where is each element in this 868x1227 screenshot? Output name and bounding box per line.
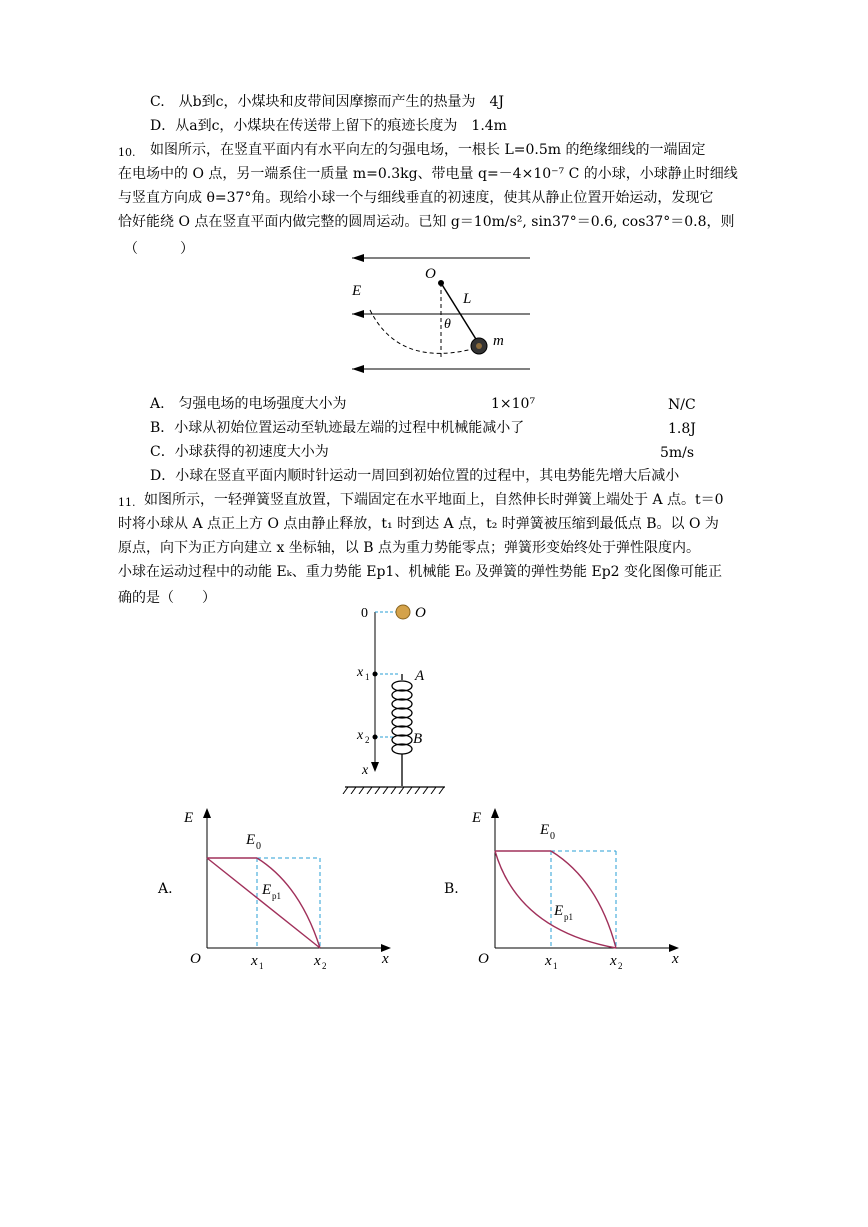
- graph-a-origin-label: O: [190, 951, 201, 967]
- q10-stem-line1: 如图所示，在竖直平面内有水平向左的匀强电场，一根长 L=0.5m 的绝缘细线的一端固定: [150, 142, 706, 158]
- q10-stem-line2: 在电场中的 O 点，另一端系住一质量 m=0.3kg、带电量 q=－4×10⁻⁷ C 的小球，小球静止时细线: [118, 166, 738, 182]
- q10-answer-bracket: （ ）: [124, 241, 194, 257]
- q10-stem-line3: 与竖直方向成 θ=37°角。现给小球一个与细线垂直的初速度，使其从静止位置开始运动，发现它: [118, 190, 714, 206]
- x-axis-label: x: [362, 763, 369, 778]
- point-b-label: B: [413, 731, 423, 747]
- graph-b-origin-label: O: [478, 951, 489, 967]
- q11-stem-line5: 确的是（ ）: [118, 590, 216, 606]
- point-a-marker: [373, 672, 378, 677]
- graph-a-x1-subscript: 1: [259, 961, 264, 971]
- graph-a: [180, 800, 400, 975]
- graph-a-x1-label: x: [251, 953, 258, 969]
- q10-option-c: C．小球获得的初速度大小为: [150, 444, 329, 460]
- graph-a-e0-subscript: 0: [256, 841, 261, 852]
- pivot-point: [438, 280, 444, 286]
- graph-b-x1-label: x: [545, 953, 552, 969]
- length-label-l: L: [463, 291, 472, 307]
- q10-option-a: A. 匀强电场的电场强度大小为: [150, 396, 347, 412]
- x-axis-arrow-icon: [371, 762, 379, 772]
- q10-option-a-unit: N/C: [668, 397, 696, 413]
- q11-stem-line3: 原点，向下为正方向建立 x 坐标轴，以 B 点为重力势能零点；弹簧形变始终处于弹性限度内。: [118, 540, 700, 556]
- angle-label-theta: θ: [444, 317, 451, 332]
- q9-option-c: C. 从b到c，小煤块和皮带间因摩擦而产生的热量为 4J: [150, 94, 504, 110]
- q9-option-d: D．从a到c，小煤块在传送带上留下的痕迹长度为 1.4m: [150, 118, 507, 134]
- graph-b: [468, 800, 688, 975]
- point-o-label: O: [415, 605, 426, 621]
- charged-ball-highlight: [476, 343, 482, 349]
- graph-a-ep1-label: E: [262, 882, 272, 898]
- graph-a-ep1-subscript: p1: [272, 891, 281, 901]
- mass-label-m: m: [493, 333, 504, 349]
- graph-b-x-label: x: [672, 951, 679, 967]
- q10-number: 10.: [118, 146, 136, 159]
- q11-stem-line2: 时将小球从 A 点正上方 O 点由静止释放，t₁ 时到达 A 点，t₂ 时弹簧被压缩到最低点 B。以 O 为: [118, 516, 719, 532]
- field-arrow-icon: [352, 254, 364, 262]
- q10-option-b: B．小球从初始位置运动至轨迹最左端的过程中机械能减小了: [150, 420, 525, 436]
- point-a-label: A: [415, 668, 425, 684]
- field-label-e: E: [352, 283, 362, 299]
- graph-b-ep1-curve: [495, 851, 616, 948]
- graph-b-x2-subscript: 2: [618, 961, 623, 971]
- graph-b-ep1-label: E: [554, 903, 564, 919]
- graph-a-e0-label: E: [246, 832, 256, 848]
- q10-option-d: D．小球在竖直平面内顺时针运动一周回到初始位置的过程中，其电势能先增大后减小: [150, 468, 680, 484]
- q11-stem-line1: 如图所示，一轻弹簧竖直放置，下端固定在水平地面上，自然伸长时弹簧上端处于 A 点。t＝0: [144, 492, 724, 508]
- graph-b-ep1-subscript: p1: [564, 912, 573, 922]
- graph-a-x-label: x: [382, 951, 389, 967]
- q10-option-c-value: 5m/s: [660, 445, 695, 461]
- q11-spring-diagram: [340, 598, 460, 794]
- graph-b-e-axis-arrow-icon: [491, 808, 499, 818]
- trajectory-arc: [370, 310, 480, 353]
- x1-subscript: 1: [365, 672, 370, 682]
- graph-a-e-axis-arrow-icon: [203, 808, 211, 818]
- graph-b-option-label: B.: [444, 881, 459, 897]
- graph-a-x2-subscript: 2: [322, 961, 327, 971]
- x2-label: x: [357, 728, 364, 743]
- point-b-marker: [373, 735, 378, 740]
- graph-a-e-label: E: [184, 810, 194, 826]
- graph-a-x2-label: x: [314, 953, 321, 969]
- q11-number: 11.: [118, 496, 136, 509]
- origin-zero-label: 0: [361, 606, 368, 621]
- graph-b-e0-label: E: [540, 822, 550, 838]
- graph-b-e-label: E: [472, 810, 482, 826]
- q11-stem-line4: 小球在运动过程中的动能 Eₖ、重力势能 Ep1、机械能 E₀ 及弹簧的弹性势能 Ep2 变化图像可能正: [118, 564, 723, 580]
- graph-a-option-label: A.: [158, 881, 173, 897]
- field-arrow-icon: [352, 310, 364, 318]
- pivot-label-o: O: [425, 266, 436, 282]
- graph-b-x2-label: x: [610, 953, 617, 969]
- graph-b-e0-curve: [551, 851, 616, 948]
- graph-b-e0-subscript: 0: [550, 831, 555, 842]
- q10-option-b-value: 1.8J: [668, 421, 696, 437]
- ball-icon: [396, 605, 410, 619]
- graph-a-e0-curve: [257, 858, 320, 948]
- x2-subscript: 2: [365, 735, 370, 745]
- x1-label: x: [357, 665, 364, 680]
- graph-a-ep1-line: [207, 858, 320, 948]
- q10-field-diagram: [340, 250, 540, 380]
- field-arrow-icon: [352, 365, 364, 373]
- graph-b-x1-subscript: 1: [553, 961, 558, 971]
- q10-stem-line4: 恰好能绕 O 点在竖直平面内做完整的圆周运动。已知 g＝10m/s², sin37°＝0.6, cos37°＝0.8，则: [118, 214, 735, 230]
- spring-coil: [392, 674, 412, 786]
- q10-option-a-value: 1×10⁷: [491, 396, 536, 412]
- ground-hatch: [343, 787, 444, 794]
